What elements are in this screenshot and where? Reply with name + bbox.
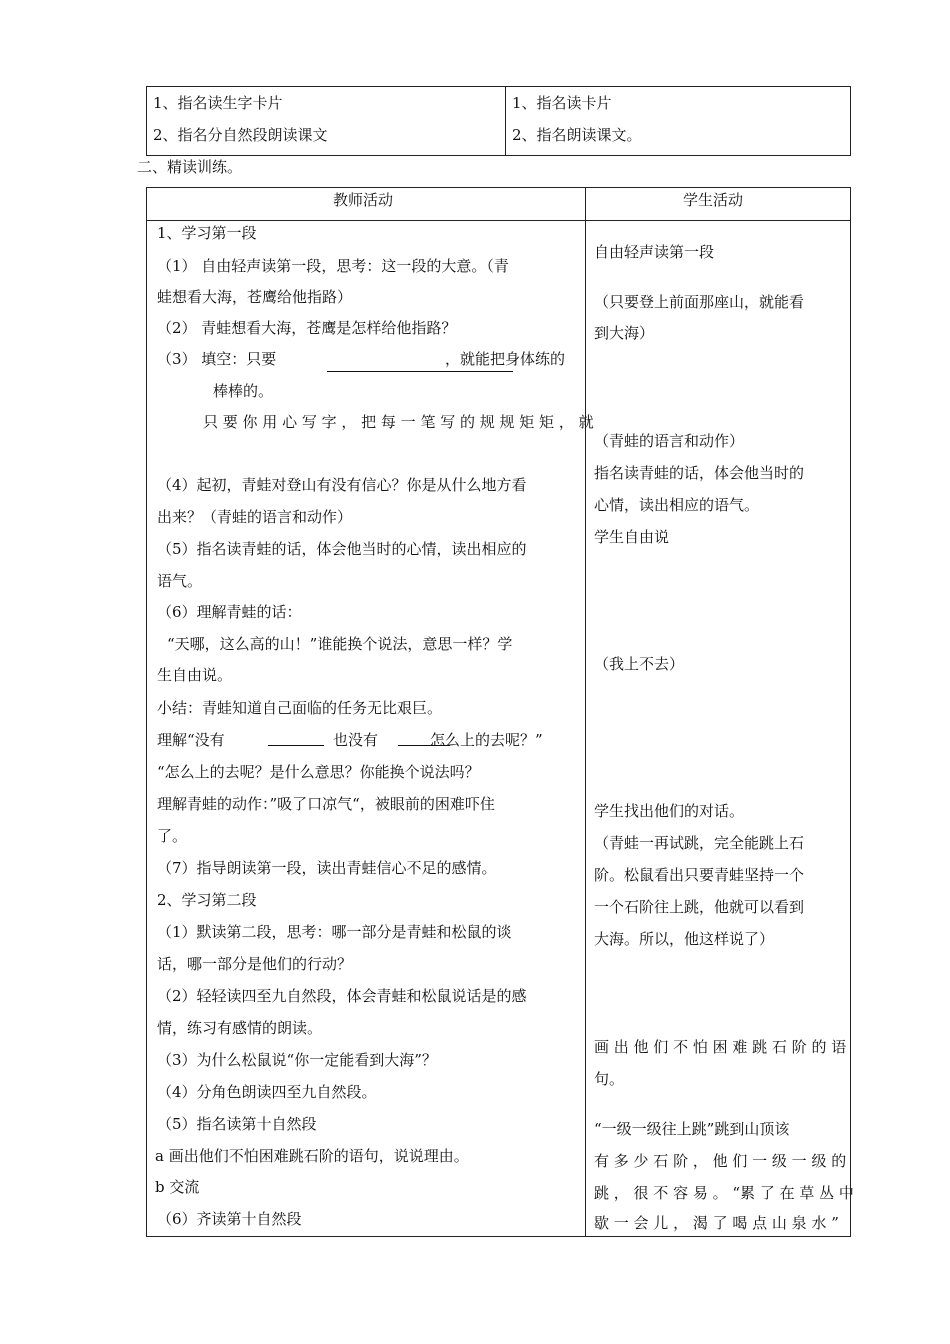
top-table-border-mid xyxy=(505,86,506,156)
blank-underline xyxy=(268,745,324,746)
header-teacher-activity: 教师活动 xyxy=(333,191,394,209)
student-line: 自由轻声读第一段 xyxy=(594,243,715,261)
teacher-line: （4）起初，青蛙对登山有没有信心？你是从什么地方看 xyxy=(157,476,527,494)
top-table-border-right xyxy=(850,86,851,156)
top-table-border-left xyxy=(146,86,147,156)
top-table-left-line-1: 1、指名读生字卡片 xyxy=(153,94,283,112)
teacher-line: 蛙想看大海，苍鹰给他指路） xyxy=(157,288,353,306)
teacher-line: ，就能把身体练的 xyxy=(445,350,566,368)
student-line: “一级一级往上跳”跳到山顶该 xyxy=(594,1120,790,1138)
student-line: 有 多 少 石 阶 ， 他 们 一 级 一 级 的 xyxy=(594,1152,847,1170)
teacher-line: （5）指名读第十自然段 xyxy=(157,1115,317,1133)
teacher-line: （5）指名读青蛙的话，体会他当时的心情，读出相应的 xyxy=(157,540,527,558)
blank-underline xyxy=(445,371,513,372)
teacher-line: （3） 填空：只要 xyxy=(157,350,277,368)
teacher-line: “怎么上的去呢？是什么意思？你能换个说法吗？ xyxy=(157,763,480,781)
teacher-line: （7）指导朗读第一段，读出青蛙信心不足的感情。 xyxy=(157,859,497,877)
main-table-border-top xyxy=(146,187,851,188)
teacher-line: （6）齐读第十自然段 xyxy=(157,1210,302,1228)
student-line: （青蛙一再试跳，完全能跳上石 xyxy=(594,834,805,852)
main-table-border-mid xyxy=(585,187,586,1237)
teacher-line: 也没有 xyxy=(333,731,379,749)
teacher-line: 只 要 你 用 心 写 字 ， 把 每 一 笔 写 的 规 规 矩 矩 ， 就 xyxy=(203,413,594,431)
student-line: 歇 一 会 儿 ， 渴 了 喝 点 山 泉 水 ” xyxy=(594,1214,839,1232)
teacher-line: （6）理解青蛙的话： xyxy=(157,603,302,621)
teacher-line: （2）轻轻读四至九自然段，体会青蛙和松鼠说话是的感 xyxy=(157,987,527,1005)
student-line: 学生找出他们的对话。 xyxy=(594,802,745,820)
teacher-line: 小结：青蛙知道自己面临的任务无比艰巨。 xyxy=(157,699,443,717)
teacher-line: （1） 自由轻声读第一段，思考：这一段的大意。（青 xyxy=(157,257,509,275)
teacher-line: （4）分角色朗读四至九自然段。 xyxy=(157,1083,377,1101)
teacher-line: 生自由说。 xyxy=(157,666,233,684)
teacher-line: 了。 xyxy=(157,827,188,845)
teacher-line: 理解青蛙的动作：”吸了口凉气“，被眼前的困难吓住 xyxy=(157,795,495,813)
top-table-border-bottom xyxy=(146,155,851,156)
teacher-line: 理解“没有 xyxy=(157,731,225,749)
teacher-line: b 交流 xyxy=(155,1178,200,1196)
top-table-right-line-2: 2、指名朗读课文。 xyxy=(512,126,642,144)
top-table-left-line-2: 2、指名分自然段朗读课文 xyxy=(153,126,328,144)
student-line: 句。 xyxy=(594,1070,625,1088)
main-table-border-bottom xyxy=(146,1236,851,1237)
student-line: 学生自由说 xyxy=(594,528,670,546)
student-line: 阶。松鼠看出只要青蛙坚持一个 xyxy=(594,866,805,884)
top-table-right-line-1: 1、指名读卡片 xyxy=(512,94,612,112)
blank-underline xyxy=(327,371,445,372)
header-student-activity: 学生活动 xyxy=(683,191,744,209)
student-line: 到大海） xyxy=(594,324,655,342)
teacher-line: a 画出他们不怕困难跳石阶的语句，说说理由。 xyxy=(155,1147,469,1165)
student-line: 指名读青蛙的话，体会他当时的 xyxy=(594,464,805,482)
teacher-line: 2、学习第二段 xyxy=(157,891,257,909)
teacher-line: （1）默读第二段，思考：哪一部分是青蛙和松鼠的谈 xyxy=(157,923,512,941)
teacher-line: 出来？（青蛙的语言和动作） xyxy=(157,508,353,526)
teacher-line: 语气。 xyxy=(157,572,203,590)
teacher-line: （3）为什么松鼠说“你一定能看到大海”？ xyxy=(157,1051,437,1069)
student-line: 一个石阶往上跳，他就可以看到 xyxy=(594,898,805,916)
main-table-border-left xyxy=(146,187,147,1237)
student-line: 跳 ， 很 不 容 易 。 “累 了 在 草 丛 中 xyxy=(594,1184,854,1202)
main-table-header-divider xyxy=(146,220,851,221)
teacher-line: 情，练习有感情的朗读。 xyxy=(157,1019,323,1037)
teacher-line: 话，哪一部分是他们的行动？ xyxy=(157,955,353,973)
section-title: 二、精读训练。 xyxy=(137,158,243,176)
top-table-border-top xyxy=(146,86,851,87)
teacher-line: 棒棒的。 xyxy=(213,382,274,400)
student-line: （青蛙的语言和动作） xyxy=(594,432,745,450)
teacher-line: 1、学习第一段 xyxy=(157,224,257,242)
student-line: 画 出 他 们 不 怕 困 难 跳 石 阶 的 语 xyxy=(594,1038,847,1056)
student-line: 大海。所以，他这样说了） xyxy=(594,930,775,948)
student-line: （只要登上前面那座山，就能看 xyxy=(594,293,805,311)
teacher-line: （2） 青蛙想看大海，苍鹰是怎样给他指路？ xyxy=(157,319,457,337)
student-line: 心情，读出相应的语气。 xyxy=(594,496,760,514)
student-line: （我上不去） xyxy=(594,655,685,673)
teacher-line: “天哪，这么高的山！”谁能换个说法，意思一样？学 xyxy=(167,635,513,653)
teacher-line: 怎么上的去呢？” xyxy=(430,731,543,749)
main-table-border-right xyxy=(850,187,851,1237)
